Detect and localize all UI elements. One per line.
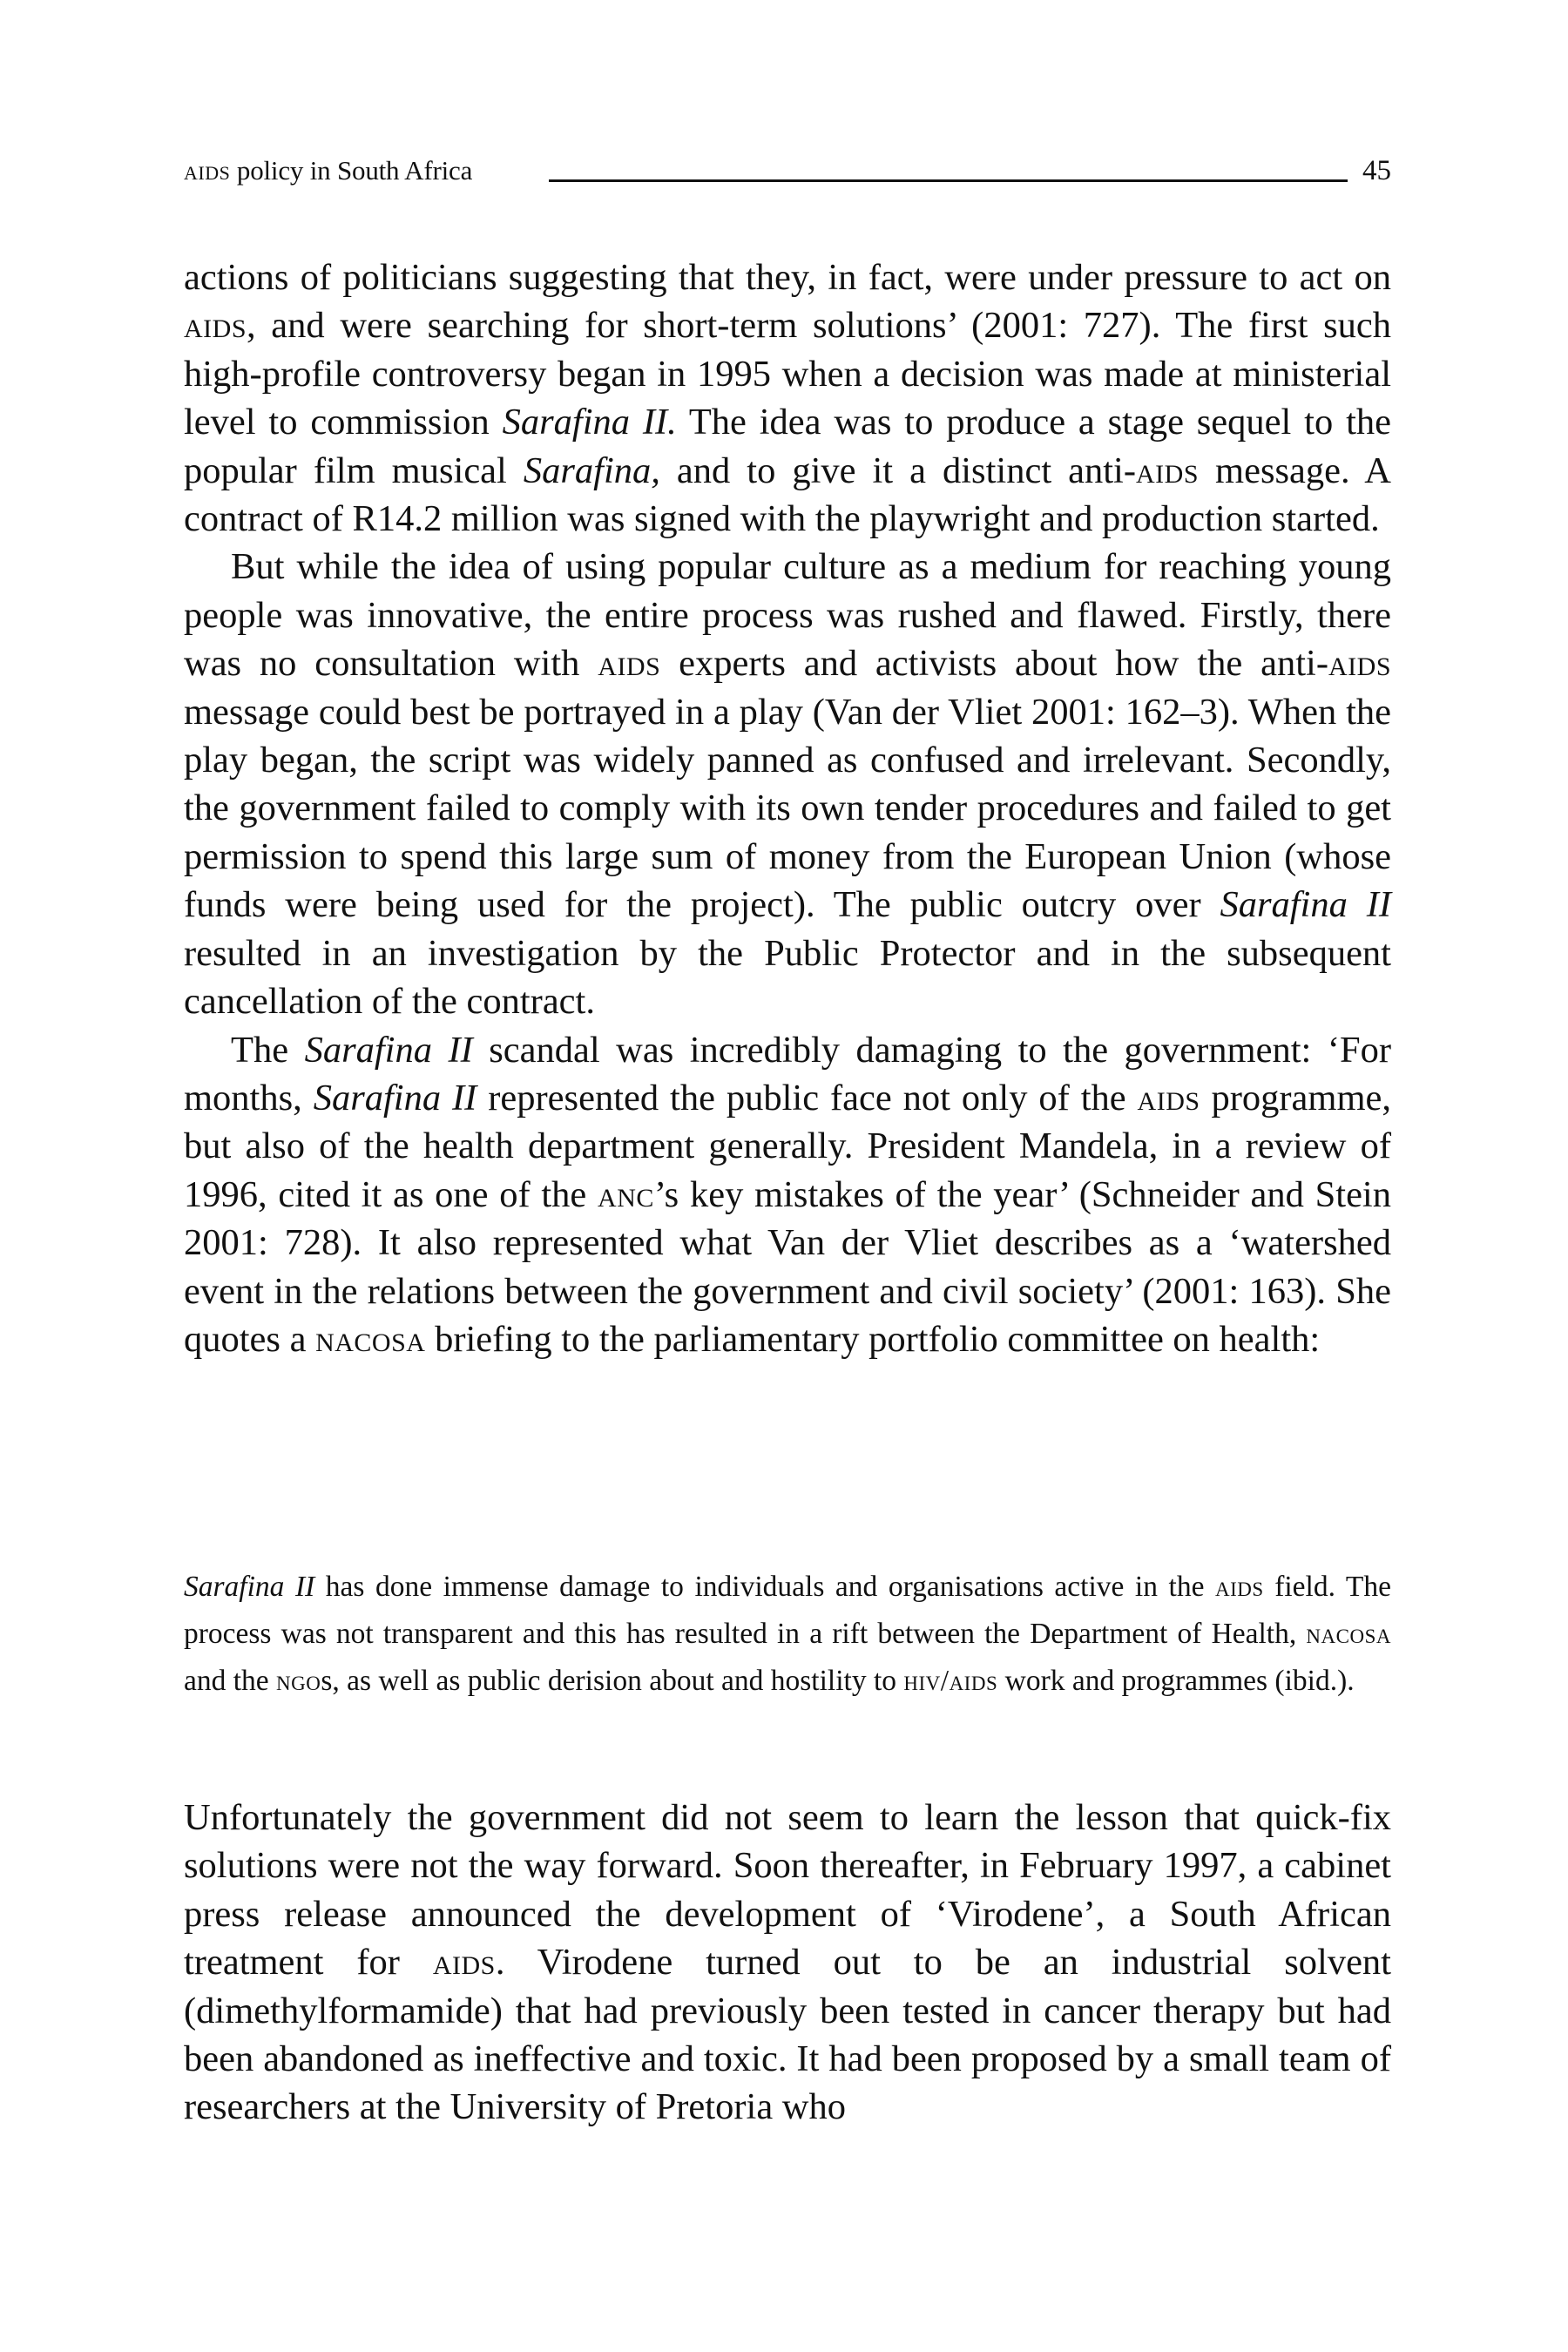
small-caps-acronym: ngo xyxy=(276,1664,321,1697)
italic-title: Sarafina II. xyxy=(502,402,677,443)
italic-title: Sarafina II xyxy=(1220,884,1392,926)
text-run: message could best be portrayed in a play (Van der Vliet 2001: 162–3). When the play began, the script was widely panned as confused and irrelevant. Secondly, the government failed to comply with its own tender procedures and failed to get permission to spend this large sum of money from the European Union (whose funds were being used for the project). The public outcry over xyxy=(184,691,1391,926)
block-quote xyxy=(184,1564,1391,1704)
small-caps-acronym: aids xyxy=(184,305,247,347)
text-run: work and programmes (ibid.). xyxy=(997,1664,1355,1697)
text-run: . Virodene turned out to be an industrial solvent (dimethylformamide) that had previously been tested in cancer therapy but had been abandoned as ineffective and toxic. It had been proposed by a small team of researchers at the University of Pretoria who xyxy=(184,1942,1391,2128)
running-head xyxy=(184,153,1391,188)
text-run: and to give it a distinct anti- xyxy=(659,449,1137,491)
text-run: briefing to the parliamentary portfolio committee on health: xyxy=(425,1318,1321,1360)
text-run: and the xyxy=(184,1664,277,1697)
block-quote-paragraph xyxy=(184,1564,1391,1704)
text-run: But while the idea of using popular culture as a medium for reaching young people was innovative, the entire process was rushed and flawed. Firstly, there was no consultation with xyxy=(184,546,1391,685)
text-run: , and were searching for short-term solutions’ (2001: 727). The first such high-profile controversy began in 1995 when a decision was made at ministerial level to commission xyxy=(184,305,1391,443)
small-caps-acronym: nacosa xyxy=(315,1318,426,1360)
italic-title: Sarafina, xyxy=(523,449,660,491)
paragraph-1 xyxy=(184,253,1391,543)
paragraph-3 xyxy=(184,1026,1391,1364)
text-run: experts and activists about how the anti- xyxy=(660,643,1328,685)
page-number: 45 xyxy=(1362,155,1391,186)
running-head-title xyxy=(184,153,472,188)
text-run: resulted in an investigation by the Public Protector and in the subsequent cancellation of the contract. xyxy=(184,932,1391,1023)
text-run: The idea was to produce a stage sequel to the popular film musical xyxy=(184,402,1391,491)
text-run: field. The process was not transparent and this has resulted in a rift between the Department of Health, xyxy=(184,1571,1392,1650)
text-run: scandal was incredibly damaging to the government: ‘For months, xyxy=(184,1029,1392,1119)
small-caps-acronym: aids xyxy=(1136,449,1200,491)
small-caps-acronym: aids xyxy=(1215,1571,1264,1603)
small-caps-acronym: aids xyxy=(1328,643,1392,685)
small-caps-acronym: hiv/aids xyxy=(903,1664,998,1697)
small-caps-acronym: aids xyxy=(184,155,231,186)
text-run: Unfortunately the government did not seem to learn the lesson that quick-fix solutions were not the way forward. Soon thereafter, in February 1997, a cabinet press release announced the development of ‘Virodene’, a South African treatment for xyxy=(184,1797,1391,1984)
body-text-continued xyxy=(184,1794,1391,2132)
running-head-title-text: policy in South Africa xyxy=(230,155,473,186)
text-run: message. A contract of R14.2 million was signed with the playwright and production started. xyxy=(184,449,1391,540)
text-run: The xyxy=(231,1029,305,1071)
small-caps-acronym: aids xyxy=(432,1942,496,1984)
italic-title: Sarafina II xyxy=(184,1571,315,1603)
paragraph-2 xyxy=(184,543,1391,1025)
paragraph-4 xyxy=(184,1794,1391,2132)
text-run: represented the public face not only of the xyxy=(476,1077,1138,1119)
text-run: has done immense damage to individuals and organisations active in the xyxy=(314,1571,1215,1603)
small-caps-acronym: anc xyxy=(598,1173,654,1215)
text-run: ’s key mistakes of the year’ (Schneider and Stein 2001: 728). It also represented what Van der Vliet describes as a ‘watershed event in the relations between the government and civil society’ (2001: 163). She quotes a xyxy=(184,1173,1391,1360)
running-head-rule xyxy=(549,179,1348,182)
small-caps-acronym: nacosa xyxy=(1306,1617,1391,1650)
small-caps-acronym: aids xyxy=(598,643,661,685)
small-caps-acronym: aids xyxy=(1137,1077,1200,1119)
body-text xyxy=(184,253,1391,1363)
text-run: s, as well as public derision about and hostility to xyxy=(321,1664,904,1697)
italic-title: Sarafina II xyxy=(304,1029,473,1071)
text-run: actions of politicians suggesting that they, in fact, were under pressure to act on xyxy=(184,257,1391,298)
italic-title: Sarafina II xyxy=(313,1077,477,1119)
text-run: programme, but also of the health department generally. President Mandela, in a review of 1996, cited it as one of the xyxy=(184,1077,1392,1215)
